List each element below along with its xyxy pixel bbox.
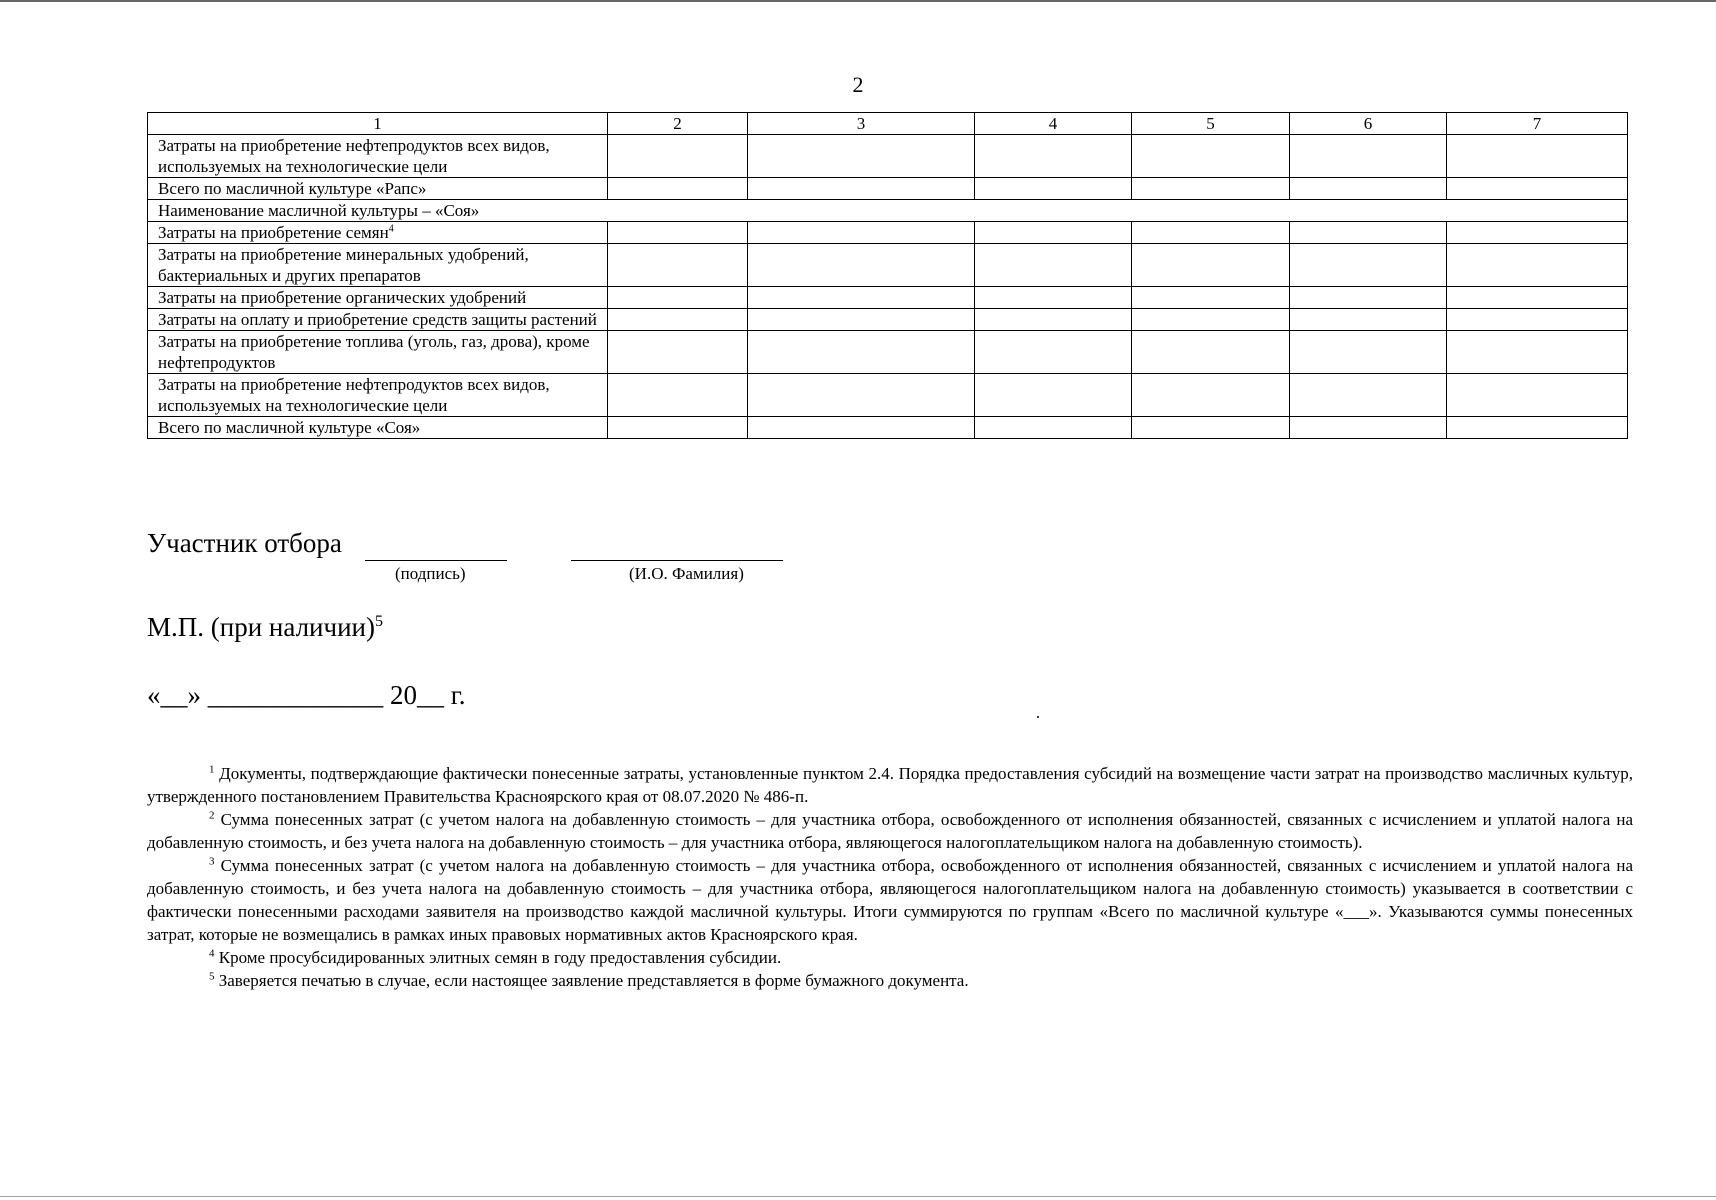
name-caption: (И.О. Фамилия) [629, 564, 744, 583]
table-cell [748, 222, 975, 244]
footnote-item [147, 969, 1633, 992]
stamp-line [147, 612, 383, 643]
footnote-text: Сумма понесенных затрат (с учетом налога на добавленную стоимость – для участника отбора, освобожденного от исполнения обязанностей, связанных с исчислением и уплатой налога на добавленную стоимость, и без учета налога на добавленную стоимость – для участника отбора, являющегося налогоплательщиком налога на добавленную стоимость). [147, 810, 1633, 852]
footnote-mark: 5 [209, 970, 215, 983]
column-header: 2 [608, 113, 748, 135]
table-cell [608, 135, 748, 178]
table-cell [1447, 331, 1628, 374]
table-cell [748, 331, 975, 374]
table-cell [1447, 244, 1628, 287]
table-cell [1290, 331, 1447, 374]
table-cell [1132, 417, 1290, 439]
table-cell [1290, 287, 1447, 309]
table-cell [975, 309, 1132, 331]
table-cell [1290, 178, 1447, 200]
row-label [148, 309, 608, 331]
row-label-text: Затраты на приобретение органических удобрений [158, 288, 527, 307]
table-cell [608, 178, 748, 200]
scan-speck [1037, 716, 1039, 718]
table-row [148, 374, 1628, 417]
row-label [148, 200, 1628, 222]
table-cell [748, 374, 975, 417]
footnote-text: Документы, подтверждающие фактически понесенные затраты, установленные пунктом 2.4. Порядка предоставления субсидий на возмещение части затрат на производство масличных культур, утвержденного постановлением Правительства Красноярского края от 08.07.2020 № 486-п. [147, 764, 1633, 806]
table-cell [1290, 374, 1447, 417]
table-row [148, 287, 1628, 309]
table-row [148, 331, 1628, 374]
table-row [148, 222, 1628, 244]
table-row [148, 135, 1628, 178]
row-label [148, 417, 608, 439]
scan-edge-top [0, 0, 1716, 2]
footnote-mark: 4 [209, 947, 215, 960]
table-cell [1132, 331, 1290, 374]
table-cell [748, 309, 975, 331]
table-cell [975, 135, 1132, 178]
row-label-text: Затраты на приобретение нефтепродуктов всех видов, используемых на технологические цели [158, 375, 550, 415]
table-cell [1132, 178, 1290, 200]
row-label-text: Наименование масличной культуры – «Соя» [158, 201, 480, 220]
table-cell [975, 287, 1132, 309]
table-cell [608, 244, 748, 287]
footnotes [147, 762, 1633, 992]
table-cell [1447, 222, 1628, 244]
row-label [148, 135, 608, 178]
table-row [148, 178, 1628, 200]
footnote-item [147, 808, 1633, 854]
footnote-mark: 4 [388, 223, 394, 235]
stamp-footnote-mark: 5 [374, 613, 383, 630]
column-header: 1 [148, 113, 608, 135]
row-label-text: Затраты на приобретение минеральных удобрений, бактериальных и других препаратов [158, 245, 529, 285]
table-cell [1290, 222, 1447, 244]
table-cell [1290, 244, 1447, 287]
table-cell [748, 417, 975, 439]
table-cell [748, 287, 975, 309]
column-header: 4 [975, 113, 1132, 135]
table-cell [608, 287, 748, 309]
signature-caption: (подпись) [395, 564, 466, 583]
table-cell [1447, 178, 1628, 200]
table-cell [975, 222, 1132, 244]
table-cell [1132, 244, 1290, 287]
signature-block [147, 528, 947, 588]
row-label [148, 287, 608, 309]
footnote-text: Заверяется печатью в случае, если настоящее заявление представляется в форме бумажного документа. [218, 971, 969, 990]
table-cell [1132, 287, 1290, 309]
table-cell [975, 374, 1132, 417]
column-header: 5 [1132, 113, 1290, 135]
row-label [148, 374, 608, 417]
footnote-mark: 1 [209, 763, 215, 776]
footnote-item [147, 946, 1633, 969]
table-cell [1447, 135, 1628, 178]
table-cell [1447, 309, 1628, 331]
row-label-text: Затраты на приобретение нефтепродуктов всех видов, используемых на технологические цели [158, 136, 550, 176]
footnote-item [147, 854, 1633, 946]
table-cell [975, 244, 1132, 287]
table-cell [975, 417, 1132, 439]
footnote-text: Кроме просубсидированных элитных семян в году предоставления субсидии. [218, 948, 782, 967]
table-row [148, 309, 1628, 331]
scan-edge-bottom [0, 1196, 1716, 1197]
row-label-text: Затраты на оплату и приобретение средств защиты растений [158, 310, 597, 329]
table-cell [1132, 374, 1290, 417]
row-label-text: Всего по масличной культуре «Рапс» [158, 179, 427, 198]
footnote-mark: 3 [209, 855, 215, 868]
table-cell [1132, 309, 1290, 331]
table-cell [1290, 417, 1447, 439]
column-header: 6 [1290, 113, 1447, 135]
table-cell [1290, 135, 1447, 178]
row-label-text: Всего по масличной культуре «Соя» [158, 418, 421, 437]
table-cell [748, 244, 975, 287]
table-cell [1447, 417, 1628, 439]
table-cell [748, 178, 975, 200]
footnote-item [147, 762, 1633, 808]
costs-table [147, 112, 1628, 439]
column-header: 3 [748, 113, 975, 135]
table-row [148, 244, 1628, 287]
table-cell [975, 331, 1132, 374]
table-cell [1132, 222, 1290, 244]
table-cell [608, 309, 748, 331]
table-cell [1132, 135, 1290, 178]
table-row [148, 417, 1628, 439]
stamp-text: М.П. (при наличии) [147, 612, 375, 642]
signature-line [365, 560, 507, 561]
footnote-text: Сумма понесенных затрат (с учетом налога на добавленную стоимость – для участника отбора, освобожденного от исполнения обязанностей, связанных с исчислением и уплатой налога на добавленную стоимость, и без учета налога на добавленную стоимость – для участника отбора, являющегося налогоплательщиком налога на добавленную стоимость) указывается в соответствии с фактически понесенными расходами заявителя на производство каждой масличной культуры. Итоги суммируются по группам «Всего по масличной культуре «___». Указываются суммы понесенных затрат, которые не возмещались в рамках иных правовых нормативных актов Красноярского края. [147, 856, 1633, 944]
row-label-text: Затраты на приобретение топлива (уголь, газ, дрова), кроме нефтепродуктов [158, 332, 590, 372]
row-label [148, 178, 608, 200]
table-cell [608, 331, 748, 374]
row-label-text: Затраты на приобретение семян [158, 223, 389, 242]
date-line: «__» _____________ 20__ г. [147, 680, 466, 710]
signature-label: Участник отбора [147, 528, 342, 558]
table-cell [608, 374, 748, 417]
table-section-row [148, 200, 1628, 222]
footnote-mark: 2 [209, 809, 215, 822]
table-cell [748, 135, 975, 178]
page-number: 2 [852, 72, 864, 97]
table-cell [1447, 287, 1628, 309]
table-cell [1290, 309, 1447, 331]
table-header-row [148, 113, 1628, 135]
table-cell [608, 417, 748, 439]
table-cell [975, 178, 1132, 200]
row-label [148, 222, 608, 244]
column-header: 7 [1447, 113, 1628, 135]
name-line [571, 560, 783, 561]
row-label [148, 331, 608, 374]
table-cell [1447, 374, 1628, 417]
table-cell [608, 222, 748, 244]
row-label [148, 244, 608, 287]
